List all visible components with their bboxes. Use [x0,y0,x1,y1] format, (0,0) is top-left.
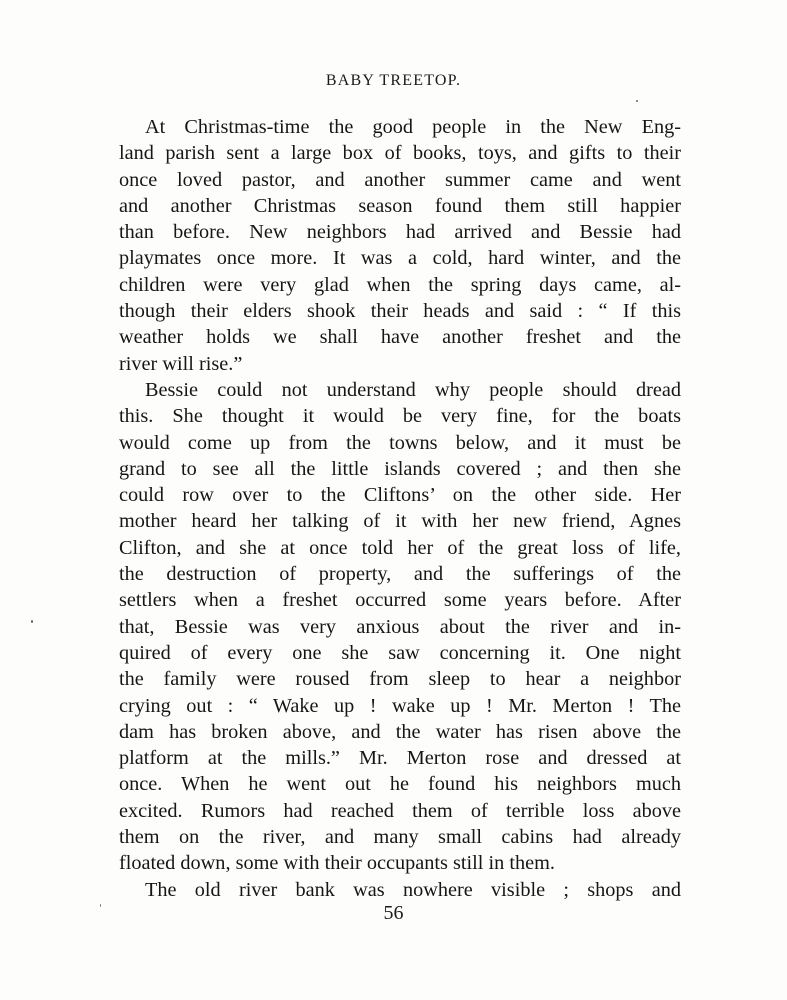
text-line: river will rise.” [119,352,243,375]
text-line: the destruction of property, and the sufferings of the [119,563,681,586]
paragraph [119,114,681,377]
text-line: crying out : “ Wake up ! wake up ! Mr. Merton ! The [119,694,681,717]
paragraph [119,377,681,877]
text-line: mother heard her talking of it with her new friend, Agnes [119,510,681,533]
text-line: platform at the mills.” Mr. Merton rose and dressed at [119,747,681,770]
scan-speck [100,904,101,907]
text-line: the family were roused from sleep to hear a neighbor [119,668,681,691]
text-line: playmates once more. It was a cold, hard winter, and the [119,247,681,270]
text-line: floated down, some with their occupants still in them. [119,852,555,875]
text-line: children were very glad when the spring days came, al- [119,273,681,296]
text-line: weather holds we shall have another freshet and the [119,326,681,349]
text-line: At Christmas-time the good people in the New Eng- [145,116,681,138]
text-line: land parish sent a large box of books, toys, and gifts to their [119,142,681,165]
text-line: Bessie could not understand why people should dread [145,378,681,401]
text-line: grand to see all the little islands covered ; and then she [119,457,681,480]
text-line: would come up from the towns below, and it must be [119,431,681,454]
paragraph [119,877,681,903]
scan-speck [31,620,33,623]
text-line: The old river bank was nowhere visible ; shops and [145,878,681,901]
text-line: though their elders shook their heads and said : “ If this [119,300,681,323]
text-line: settlers when a freshet occurred some years before. After [119,589,681,612]
text-line: them on the river, and many small cabins had already [119,826,681,849]
scan-speck [636,100,638,102]
text-line: once loved pastor, and another summer came and went [119,168,681,191]
text-line: and another Christmas season found them still happier [119,194,681,217]
text-line: that, Bessie was very anxious about the river and in- [119,615,681,638]
running-head: BABY TREETOP. [325,72,462,89]
text-line: this. She thought it would be very fine, for the boats [119,405,681,428]
body-text [119,114,681,903]
text-line: could row over to the Cliftons’ on the other side. Her [119,484,681,507]
text-line: dam has broken above, and the water has risen above the [119,720,681,743]
text-line: Clifton, and she at once told her of the great loss of life, [119,536,681,559]
text-line: quired of every one she saw concerning it. One night [119,641,681,664]
text-line: than before. New neighbors had arrived and Bessie had [119,221,681,244]
text-line: excited. Rumors had reached them of terrible loss above [119,799,681,822]
text-line: once. When he went out he found his neighbors much [119,773,681,796]
page-number: 56 [383,902,404,924]
